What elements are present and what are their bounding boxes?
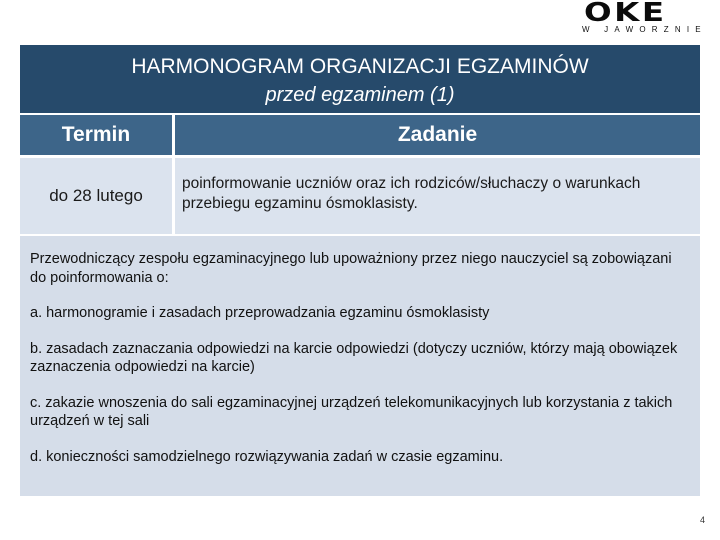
info-item-c: c. zakazie wnoszenia do sali egzaminacyjnej urządzeń telekomunikacyjnych lub korzystania z takich urządzeń w tej sali: [30, 394, 673, 429]
info-intro: Przewodniczący zespołu egzaminacyjnego lub upoważniony przez niego nauczyciel są zobowiązani do poinformowania o:: [30, 251, 672, 286]
table-cell-termin: do 28 lutego: [20, 158, 172, 234]
column-header-termin: Termin: [20, 115, 172, 155]
info-item-a: a. harmonogramie i zasadach przeprowadzania egzaminu ósmoklasisty: [30, 305, 490, 321]
page-number: 4: [700, 515, 706, 525]
column-header-zadanie: Zadanie: [175, 115, 700, 155]
info-item-b: b. zasadach zaznaczania odpowiedzi na karcie odpowiedzi (dotyczy uczniów, którzy mają obowiązek zaznaczenia odpowiedzi na karcie): [30, 340, 678, 375]
slide-title: [20, 45, 700, 113]
title-subtitle: przed egzaminem (1): [265, 84, 455, 106]
logo-mark: OKE: [584, 0, 667, 28]
title-main: HARMONOGRAM ORGANIZACJI EGZAMINÓW: [131, 55, 589, 78]
oke-logo: [580, 2, 716, 36]
info-item-d: d. konieczności samodzielnego rozwiązywania zadań w czasie egzaminu.: [30, 448, 504, 465]
logo-subtitle: W JAWORZNIE: [582, 25, 707, 34]
table-cell-zadanie: poinformowanie uczniów oraz ich rodziców/słuchaczy o warunkach przebiegu egzaminu ósmoklasisty.: [175, 158, 700, 234]
info-box: [20, 236, 700, 496]
